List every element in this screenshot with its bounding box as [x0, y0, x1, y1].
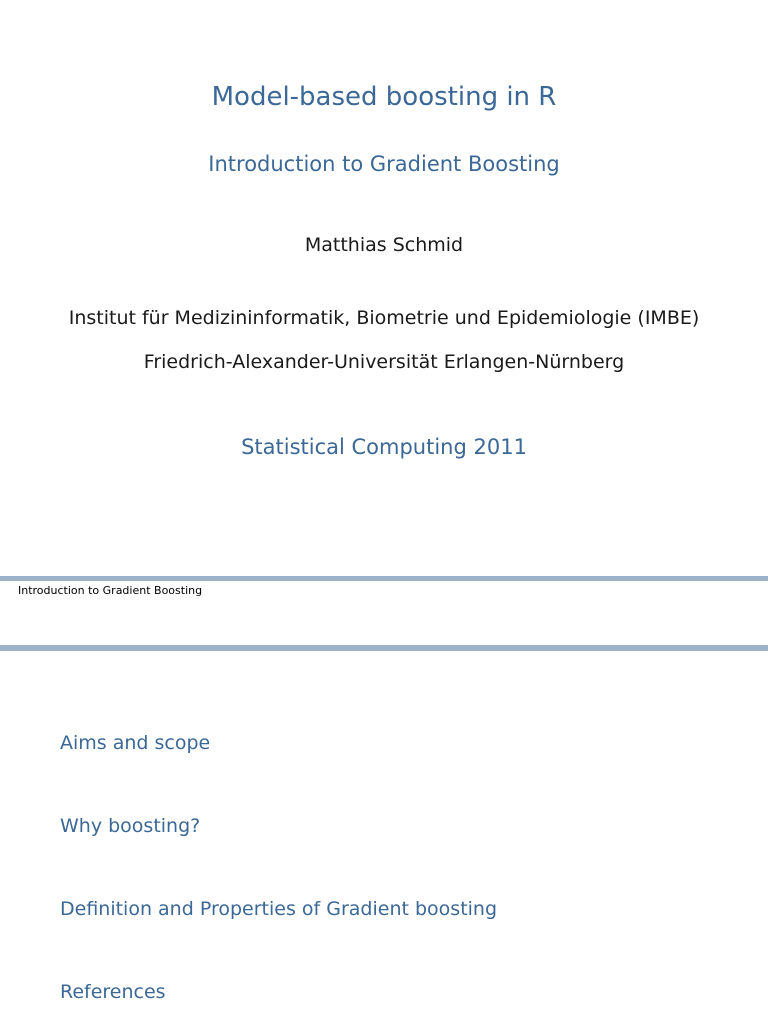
- event-name: Statistical Computing 2011: [241, 435, 527, 459]
- slide-title: Model-based boosting in R: [211, 82, 557, 112]
- slide-subtitle: Introduction to Gradient Boosting: [208, 152, 560, 176]
- toc-item-definition[interactable]: Definition and Properties of Gradient boosting: [60, 898, 498, 920]
- header-rule-bottom: [0, 645, 768, 651]
- toc-item-references[interactable]: References: [60, 981, 166, 1003]
- institute-line-2: Friedrich-Alexander-Universität Erlangen-Nürnberg: [143, 351, 625, 373]
- running-header: Introduction to Gradient Boosting: [18, 584, 203, 597]
- toc-item-why-boosting[interactable]: Why boosting?: [60, 815, 201, 837]
- header-rule-top: [0, 576, 768, 581]
- toc-item-aims[interactable]: Aims and scope: [60, 732, 211, 754]
- author-name: Matthias Schmid: [304, 234, 464, 256]
- institute-line-1: Institut für Medizininformatik, Biometrie und Epidemiologie (IMBE): [68, 307, 700, 329]
